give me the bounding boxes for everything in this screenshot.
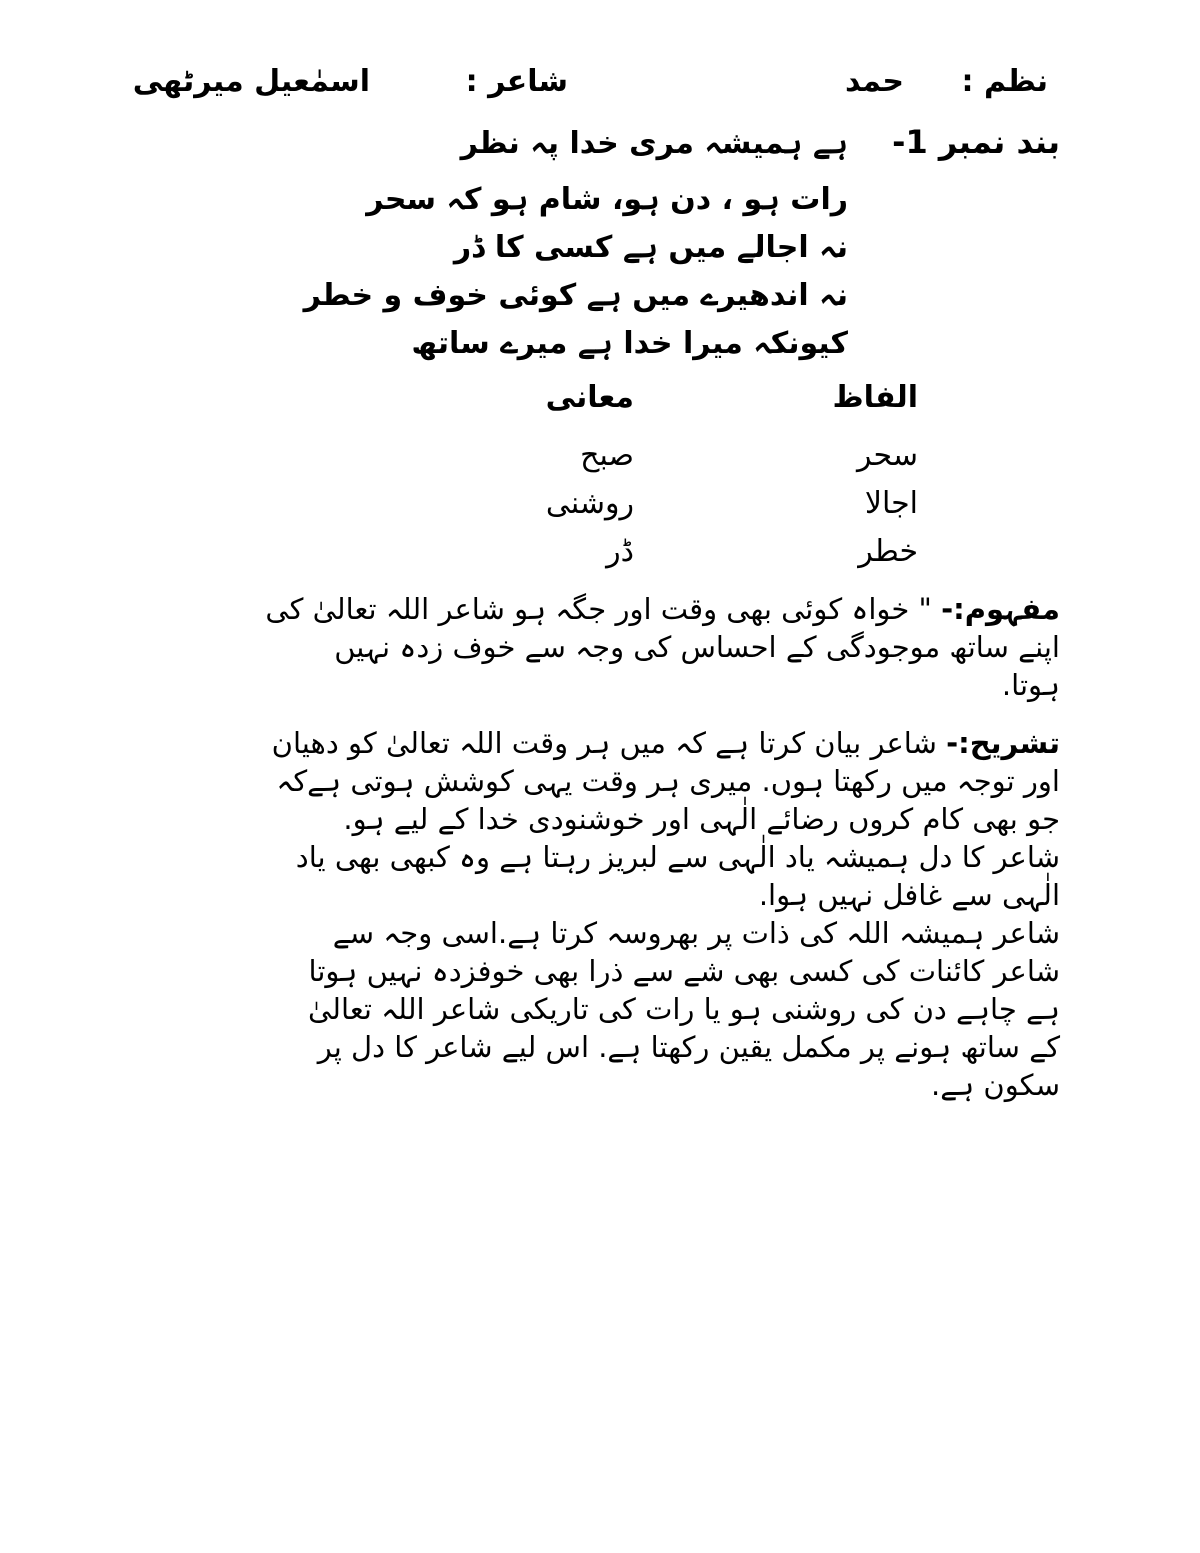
tashreeh-text: شاعر بیان کرتا ہے کہ میں ہر وقت اللہ تعالیٰ کو دھیان xyxy=(271,726,937,760)
nazm-label: نظم : xyxy=(961,64,1048,99)
tashreeh-label: تشریح:- xyxy=(946,726,1060,760)
tashreeh-line-10: سکون ہے. xyxy=(930,1068,1060,1102)
stanza-line-4: نہ اندھیرے میں ہے کوئی خوف و خطر xyxy=(303,278,848,313)
glossary-word: سحر xyxy=(856,438,918,473)
glossary-meaning: ڈر xyxy=(606,534,634,569)
glossary-meaning: صبح xyxy=(580,438,634,473)
tashreeh-line-7: شاعر کائنات کی کسی بھی شے سے ذرا بھی خوفزدہ نہیں ہوتا xyxy=(308,954,1060,988)
stanza-line-3: نہ اجالے میں ہے کسی کا ڈر xyxy=(453,230,848,265)
tashreeh-paragraph xyxy=(140,724,1060,1104)
mafhoom-line-1 xyxy=(160,590,1060,628)
mafhoom-label: مفہوم:- xyxy=(941,592,1060,626)
glossary-word: اجالا xyxy=(864,486,918,521)
stanza-label: بند نمبر 1- xyxy=(892,123,1060,161)
mafhoom-line-2: اپنے ساتھ موجودگی کے احساس کی وجہ سے خوف زدہ نہیں xyxy=(334,630,1060,664)
tashreeh-line-8: ہے چاہے دن کی روشنی ہو یا رات کی تاریکی شاعر اللہ تعالیٰ xyxy=(308,992,1060,1026)
glossary-header-word: الفاظ xyxy=(832,380,918,415)
nazm-value: حمد xyxy=(844,64,904,99)
glossary-word: خطر xyxy=(858,534,918,569)
tashreeh-line-9: کے ساتھ ہونے پر مکمل یقین رکھتا ہے. اس لیے شاعر کا دل پر xyxy=(317,1030,1060,1064)
glossary-header-meaning: معانی xyxy=(545,380,634,415)
stanza-line-2: رات ہو ، دن ہو، شام ہو کہ سحر xyxy=(366,182,848,217)
mafhoom-paragraph xyxy=(160,590,1060,704)
tashreeh-line-1 xyxy=(140,724,1060,762)
stanza-line-1: ہے ہمیشہ مری خدا پہ نظر xyxy=(460,126,848,161)
shair-value: اسمٰعیل میرٹھی xyxy=(132,64,370,99)
mafhoom-text: " خواہ کوئی بھی وقت اور جگہ ہو شاعر اللہ تعالیٰ کی xyxy=(265,592,932,626)
glossary-meaning: روشنی xyxy=(545,486,634,521)
tashreeh-line-6: شاعر ہمیشہ اللہ کی ذات پر بھروسہ کرتا ہے.اسی وجہ سے xyxy=(332,916,1060,950)
mafhoom-line-3: ہوتا. xyxy=(1001,668,1060,702)
tashreeh-line-3: جو بھی کام کروں رضائے الٰہی اور خوشنودی خدا کے لیے ہو. xyxy=(343,802,1060,836)
stanza-line-5: کیونکہ میرا خدا ہے میرے ساتھ xyxy=(411,326,848,361)
shair-label: شاعر : xyxy=(465,64,568,99)
tashreeh-line-4: شاعر کا دل ہمیشہ یاد الٰہی سے لبریز رہتا ہے وہ کبھی بھی یاد xyxy=(295,840,1060,874)
tashreeh-line-2: اور توجہ میں رکھتا ہوں. میری ہر وقت یہی کوشش ہوتی ہےکہ xyxy=(276,764,1060,798)
tashreeh-line-5: الٰہی سے غافل نہیں ہوا. xyxy=(758,878,1060,912)
